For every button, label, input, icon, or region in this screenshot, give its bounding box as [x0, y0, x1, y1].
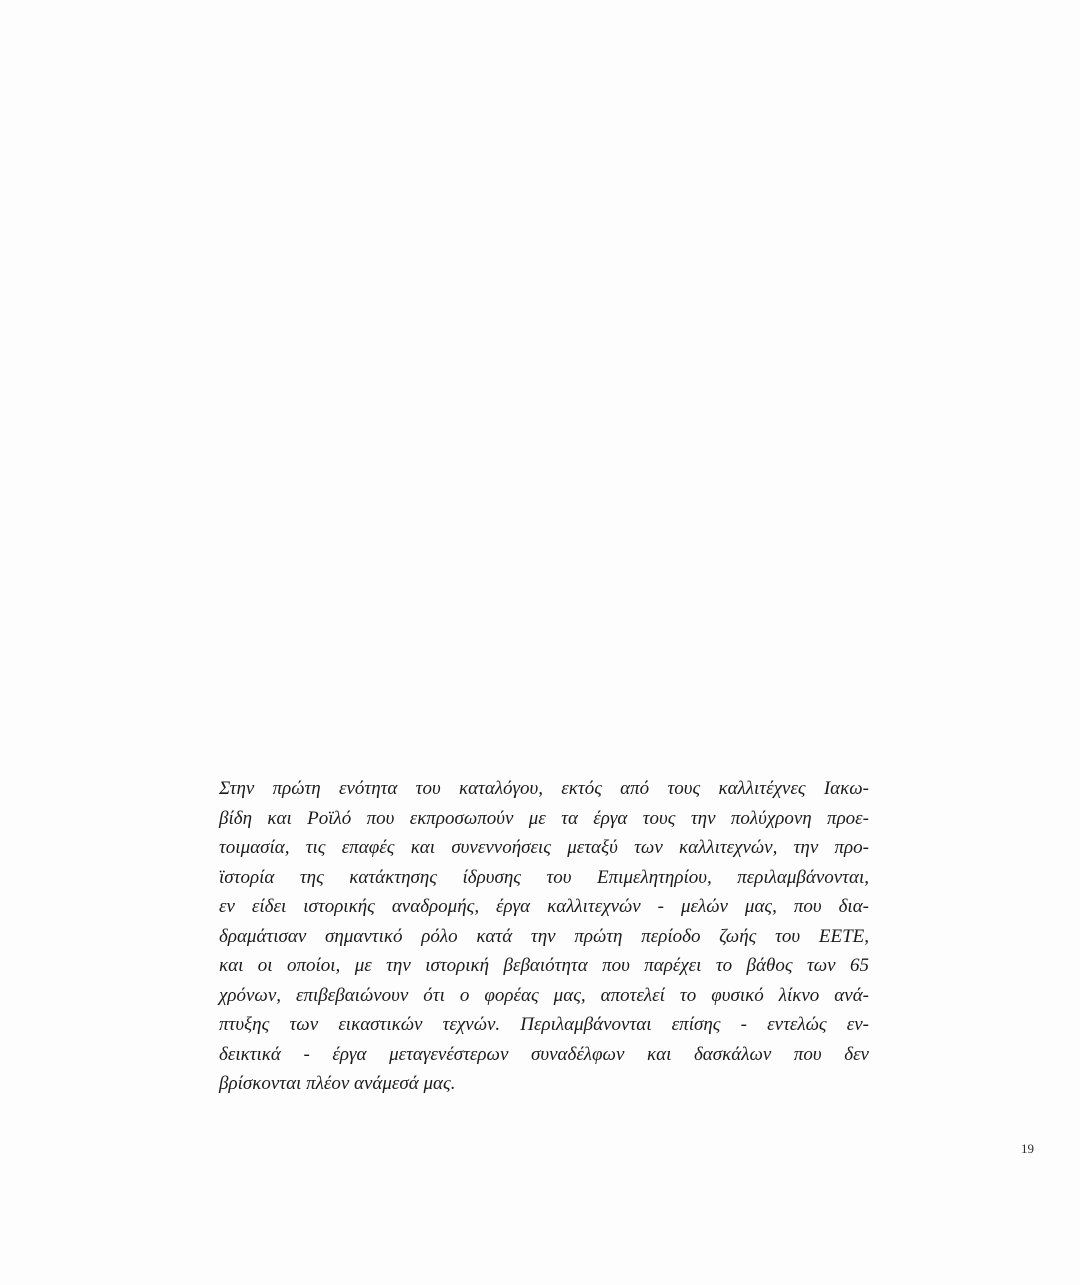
page-number: 19 [1021, 1141, 1034, 1156]
paragraph-line: εν είδει ιστορικής αναδρομής, έργα καλλιτεχνών - μελών μας, που δια- [219, 896, 869, 917]
intro-paragraph [219, 774, 869, 1099]
paragraph-line: ϊστορία της κατάκτησης ίδρυσης του Επιμελητηρίου, περιλαμβάνονται, [219, 866, 869, 888]
paragraph-line: και οι οποίοι, με την ιστορική βεβαιότητα που παρέχει το βάθος των 65 [219, 955, 869, 976]
paragraph-line: χρόνων, επιβεβαιώνουν ότι ο φορέας μας, αποτελεί το φυσικό λίκνο ανά- [219, 984, 869, 1006]
paragraph-line: δεικτικά - έργα μεταγενέστερων συναδέλφων και δασκάλων που δεν [219, 1043, 869, 1065]
paragraph-line: τοιμασία, τις επαφές και συνεννοήσεις μεταξύ των καλλιτεχνών, την προ- [219, 837, 869, 858]
paragraph-line: βίδη και Ροϊλό που εκπροσωπούν με τα έργα τους την πολύχρονη προε- [219, 807, 869, 829]
paragraph-line: πτυξης των εικαστικών τεχνών. Περιλαμβάνονται επίσης - εντελώς εν- [219, 1014, 869, 1035]
paragraph-line: Στην πρώτη ενότητα του καταλόγου, εκτός από τους καλλιτέχνες Ιακω- [219, 778, 869, 799]
paragraph-line: δραμάτισαν σημαντικό ρόλο κατά την πρώτη περίοδο ζωής του ΕΕΤΕ, [219, 925, 869, 947]
paragraph-line: βρίσκονται πλέον ανάμεσά μας. [219, 1073, 456, 1094]
